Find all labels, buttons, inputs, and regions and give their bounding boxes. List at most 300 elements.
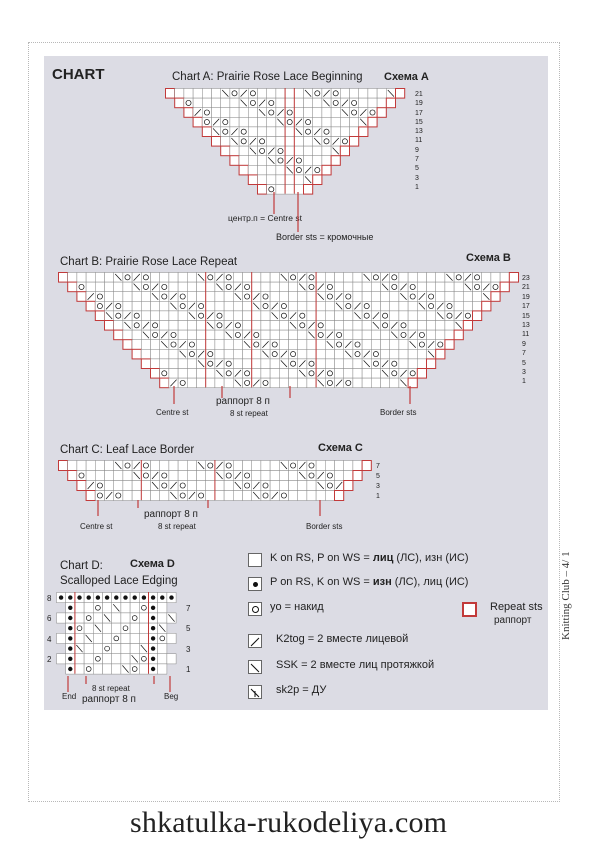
grid-cell xyxy=(325,321,334,331)
grid-cell xyxy=(112,654,121,664)
grid-cell xyxy=(482,301,491,311)
chart-d-grid xyxy=(56,592,186,678)
grid-cell xyxy=(93,633,102,643)
grid-cell xyxy=(390,340,399,350)
grid-cell xyxy=(362,340,371,350)
grid-cell xyxy=(212,89,221,99)
grid-cell xyxy=(454,330,463,340)
legend-k2tog: K2tog = 2 вместе лицевой xyxy=(276,633,409,645)
grid-cell xyxy=(123,273,132,283)
legend-repeat-ru: раппорт xyxy=(494,615,532,626)
grid-cell xyxy=(276,98,285,108)
grid-cell xyxy=(270,330,279,340)
grid-cell xyxy=(197,330,206,340)
grid-cell xyxy=(151,321,160,331)
chart-c-pointers xyxy=(94,500,334,524)
chart-d-left-number: 8 xyxy=(47,594,52,603)
grid-cell xyxy=(463,311,472,321)
grid-cell xyxy=(353,282,362,292)
grid-cell xyxy=(187,292,196,302)
grid-cell xyxy=(313,165,322,175)
grid-cell xyxy=(212,137,221,147)
grid-cell xyxy=(206,491,215,501)
grid-cell xyxy=(276,156,285,166)
grid-cell xyxy=(261,461,270,471)
grid-cell xyxy=(270,481,279,491)
grid-cell xyxy=(313,117,322,127)
purl-mark xyxy=(68,636,72,640)
grid-cell xyxy=(187,471,196,481)
grid-cell xyxy=(151,491,160,501)
grid-cell xyxy=(491,282,500,292)
grid-cell xyxy=(279,369,288,379)
grid-cell xyxy=(500,282,509,292)
grid-cell xyxy=(454,292,463,302)
grid-cell xyxy=(335,321,344,331)
chart-d-title-ru: Схема D xyxy=(130,558,175,570)
grid-cell xyxy=(132,340,141,350)
grid-cell xyxy=(243,461,252,471)
grid-cell xyxy=(381,301,390,311)
grid-cell xyxy=(215,311,224,321)
legend-purl: P on RS, K on WS = изн (ЛС), лиц (ИС) xyxy=(270,576,469,588)
grid-cell xyxy=(166,89,175,99)
chart-b-title: Chart B: Prairie Rose Lace Repeat xyxy=(60,256,238,268)
grid-cell xyxy=(368,98,377,108)
grid-cell xyxy=(322,127,331,137)
row-number: 5 xyxy=(522,359,526,367)
grid-cell xyxy=(335,311,344,321)
grid-cell xyxy=(316,340,325,350)
grid-cell xyxy=(445,321,454,331)
grid-cell xyxy=(267,117,276,127)
grid-cell xyxy=(340,127,349,137)
grid-cell xyxy=(103,603,112,613)
grid-cell xyxy=(353,273,362,283)
grid-cell xyxy=(160,292,169,302)
grid-cell xyxy=(103,633,112,643)
chart-c-title-ru: Схема С xyxy=(318,442,363,454)
grid-cell xyxy=(75,633,84,643)
row-number: 21 xyxy=(415,91,423,98)
grid-cell xyxy=(368,108,377,118)
grid-cell xyxy=(454,301,463,311)
grid-cell xyxy=(344,273,353,283)
grid-cell xyxy=(243,282,252,292)
grid-cell xyxy=(160,273,169,283)
grid-cell xyxy=(178,321,187,331)
grid-cell xyxy=(289,491,298,501)
grid-cell xyxy=(325,471,334,481)
grid-cell xyxy=(344,311,353,321)
grid-cell xyxy=(344,321,353,331)
grid-cell xyxy=(463,321,472,331)
grid-cell xyxy=(322,137,331,147)
chart-d-left-number: 2 xyxy=(47,655,52,665)
chart-d-right-number: 7 xyxy=(186,604,191,613)
yo-symbol xyxy=(248,602,262,616)
grid-cell xyxy=(252,321,261,331)
grid-cell xyxy=(178,461,187,471)
grid-cell xyxy=(377,98,386,108)
grid-cell xyxy=(197,301,206,311)
grid-cell xyxy=(445,282,454,292)
grid-cell xyxy=(86,282,95,292)
grid-cell xyxy=(316,330,325,340)
grid-cell xyxy=(224,359,233,369)
purl-mark xyxy=(96,595,100,599)
grid-cell xyxy=(121,623,130,633)
grid-cell xyxy=(353,369,362,379)
grid-cell xyxy=(371,349,380,359)
row-number: 7 xyxy=(522,350,526,358)
grid-cell xyxy=(408,321,417,331)
grid-cell xyxy=(316,273,325,283)
grid-cell xyxy=(114,330,123,340)
grid-cell xyxy=(362,321,371,331)
grid-cell xyxy=(212,108,221,118)
grid-cell xyxy=(141,471,150,481)
grid-cell xyxy=(279,311,288,321)
grid-cell xyxy=(417,311,426,321)
grid-cell xyxy=(187,481,196,491)
grid-cell xyxy=(399,359,408,369)
grid-cell xyxy=(473,301,482,311)
grid-cell xyxy=(197,311,206,321)
grid-cell xyxy=(86,461,95,471)
grid-cell xyxy=(206,340,215,350)
grid-cell xyxy=(224,481,233,491)
grid-cell xyxy=(187,461,196,471)
purl-mark xyxy=(68,595,72,599)
grid-cell xyxy=(294,108,303,118)
grid-cell xyxy=(350,98,359,108)
grid-cell xyxy=(362,301,371,311)
grid-cell xyxy=(160,282,169,292)
purl-mark xyxy=(151,636,155,640)
grid-cell xyxy=(353,461,362,471)
grid-cell xyxy=(160,471,169,481)
grid-cell xyxy=(77,471,86,481)
grid-cell xyxy=(454,273,463,283)
grid-cell xyxy=(243,491,252,501)
grid-cell xyxy=(408,369,417,379)
grid-cell xyxy=(248,127,257,137)
grid-cell xyxy=(417,321,426,331)
grid-cell xyxy=(307,369,316,379)
chart-d-right-number: 3 xyxy=(186,644,191,654)
grid-cell xyxy=(139,623,148,633)
grid-cell xyxy=(500,273,509,283)
grid-cell xyxy=(322,165,331,175)
grid-cell xyxy=(304,117,313,127)
grid-cell xyxy=(267,89,276,99)
grid-cell xyxy=(95,471,104,481)
grid-cell xyxy=(289,292,298,302)
grid-cell xyxy=(258,175,267,185)
purl-mark xyxy=(151,606,155,610)
grid-cell xyxy=(335,273,344,283)
grid-cell xyxy=(160,321,169,331)
grid-cell xyxy=(121,633,130,643)
grid-cell xyxy=(390,273,399,283)
grid-cell xyxy=(325,292,334,302)
ssk-symbol xyxy=(248,660,262,674)
grid-cell xyxy=(178,292,187,302)
grid-cell xyxy=(307,292,316,302)
grid-cell xyxy=(130,603,139,613)
grid-cell xyxy=(331,127,340,137)
grid-cell xyxy=(103,623,112,633)
grid-cell xyxy=(399,321,408,331)
grid-cell xyxy=(276,89,285,99)
chart-b-title-ru: Схема В xyxy=(466,252,511,264)
grid-cell xyxy=(103,644,112,654)
grid-cell xyxy=(84,664,93,674)
grid-cell xyxy=(141,273,150,283)
grid-cell xyxy=(121,654,130,664)
grid-cell xyxy=(267,137,276,147)
grid-cell xyxy=(197,369,206,379)
grid-cell xyxy=(112,644,121,654)
grid-cell xyxy=(123,292,132,302)
grid-cell xyxy=(294,146,303,156)
grid-cell xyxy=(248,98,257,108)
grid-cell xyxy=(371,292,380,302)
grid-cell xyxy=(258,185,267,195)
grid-cell xyxy=(307,461,316,471)
grid-cell xyxy=(313,146,322,156)
grid-cell xyxy=(112,664,121,674)
grid-cell xyxy=(252,461,261,471)
grid-cell xyxy=(169,273,178,283)
legend-repeat-en: Repeat sts xyxy=(490,601,543,613)
grid-cell xyxy=(298,349,307,359)
grid-cell xyxy=(68,471,77,481)
grid-cell xyxy=(169,369,178,379)
grid-cell xyxy=(230,117,239,127)
grid-cell xyxy=(84,644,93,654)
grid-cell xyxy=(377,108,386,118)
grid-cell xyxy=(197,481,206,491)
grid-cell xyxy=(267,175,276,185)
chart-a-title: Chart A: Prairie Rose Lace Beginning xyxy=(172,71,363,83)
grid-cell xyxy=(151,461,160,471)
grid-cell xyxy=(261,359,270,369)
grid-cell xyxy=(158,644,167,654)
grid-cell xyxy=(307,301,316,311)
grid-cell xyxy=(184,98,193,108)
grid-cell xyxy=(132,321,141,331)
grid-cell xyxy=(233,359,242,369)
page-heading: CHART xyxy=(52,66,105,83)
row-number: 17 xyxy=(415,109,423,117)
grid-cell xyxy=(239,108,248,118)
grid-cell xyxy=(160,349,169,359)
grid-cell xyxy=(139,613,148,623)
grid-cell xyxy=(202,127,211,137)
grid-cell xyxy=(178,491,187,501)
grid-cell xyxy=(230,89,239,99)
grid-cell xyxy=(167,633,176,643)
grid-cell xyxy=(84,603,93,613)
grid-cell xyxy=(206,359,215,369)
grid-cell xyxy=(270,471,279,481)
grid-cell xyxy=(248,175,257,185)
grid-cell xyxy=(132,481,141,491)
grid-cell xyxy=(285,89,294,99)
grid-cell xyxy=(285,127,294,137)
row-number: 19 xyxy=(522,293,530,301)
grid-cell xyxy=(427,311,436,321)
grid-cell xyxy=(399,311,408,321)
grid-cell xyxy=(267,127,276,137)
grid-cell xyxy=(130,664,139,674)
grid-cell xyxy=(77,481,86,491)
grid-cell xyxy=(123,340,132,350)
grid-cell xyxy=(114,481,123,491)
row-number: 7 xyxy=(376,463,380,470)
grid-cell xyxy=(276,165,285,175)
grid-cell xyxy=(289,301,298,311)
grid-cell xyxy=(248,165,257,175)
grid-cell xyxy=(289,282,298,292)
row-number: 15 xyxy=(522,312,530,320)
grid-cell xyxy=(75,654,84,664)
chart-c-repeat-ru: раппорт 8 п xyxy=(144,509,198,520)
grid-cell xyxy=(362,292,371,302)
grid-cell xyxy=(224,282,233,292)
grid-cell xyxy=(325,481,334,491)
grid-cell xyxy=(187,330,196,340)
grid-cell xyxy=(206,461,215,471)
grid-cell xyxy=(325,349,334,359)
grid-cell xyxy=(279,340,288,350)
grid-cell xyxy=(390,282,399,292)
grid-cell xyxy=(141,491,150,501)
grid-cell xyxy=(436,340,445,350)
grid-cell xyxy=(307,311,316,321)
row-number: 3 xyxy=(522,368,526,376)
chart-c-row-numbers xyxy=(376,462,380,502)
grid-cell xyxy=(239,156,248,166)
grid-cell xyxy=(399,340,408,350)
grid-cell xyxy=(57,613,66,623)
grid-cell xyxy=(224,273,233,283)
grid-cell xyxy=(221,127,230,137)
grid-cell xyxy=(105,321,114,331)
grid-cell xyxy=(175,89,184,99)
grid-cell xyxy=(359,89,368,99)
grid-cell xyxy=(169,471,178,481)
grid-cell xyxy=(160,491,169,501)
grid-cell xyxy=(390,359,399,369)
grid-cell xyxy=(141,461,150,471)
grid-cell xyxy=(112,623,121,633)
grid-cell xyxy=(95,491,104,501)
grid-cell xyxy=(331,108,340,118)
grid-cell xyxy=(491,292,500,302)
grid-cell xyxy=(178,481,187,491)
grid-cell xyxy=(285,117,294,127)
grid-cell xyxy=(158,613,167,623)
grid-cell xyxy=(112,633,121,643)
grid-cell xyxy=(427,321,436,331)
purl-mark xyxy=(151,667,155,671)
grid-cell xyxy=(353,340,362,350)
grid-cell xyxy=(344,369,353,379)
grid-cell xyxy=(362,311,371,321)
grid-cell xyxy=(270,292,279,302)
grid-cell xyxy=(224,369,233,379)
grid-cell xyxy=(239,127,248,137)
grid-cell xyxy=(399,349,408,359)
grid-cell xyxy=(75,623,84,633)
grid-cell xyxy=(350,89,359,99)
grid-cell xyxy=(95,481,104,491)
grid-cell xyxy=(230,146,239,156)
grid-cell xyxy=(206,330,215,340)
grid-cell xyxy=(230,98,239,108)
grid-cell xyxy=(381,292,390,302)
grid-cell xyxy=(206,471,215,481)
grid-cell xyxy=(427,282,436,292)
grid-cell xyxy=(445,311,454,321)
grid-cell xyxy=(276,146,285,156)
grid-cell xyxy=(84,623,93,633)
grid-cell xyxy=(239,117,248,127)
grid-cell xyxy=(123,301,132,311)
grid-cell xyxy=(248,89,257,99)
grid-cell xyxy=(139,664,148,674)
grid-cell xyxy=(252,471,261,481)
grid-cell xyxy=(294,98,303,108)
grid-cell xyxy=(322,156,331,166)
grid-cell xyxy=(114,282,123,292)
grid-cell xyxy=(381,330,390,340)
grid-cell xyxy=(313,98,322,108)
k2tog-symbol xyxy=(248,634,262,648)
grid-cell xyxy=(417,273,426,283)
grid-cell xyxy=(151,301,160,311)
grid-cell xyxy=(335,369,344,379)
grid-cell xyxy=(322,108,331,118)
grid-cell xyxy=(158,603,167,613)
chart-a-pointers xyxy=(268,192,308,238)
grid-cell xyxy=(187,369,196,379)
grid-cell xyxy=(340,137,349,147)
grid-cell xyxy=(258,146,267,156)
grid-cell xyxy=(445,292,454,302)
grid-cell xyxy=(95,282,104,292)
grid-cell xyxy=(233,349,242,359)
grid-cell xyxy=(270,359,279,369)
row-number: 7 xyxy=(415,156,419,164)
grid-cell xyxy=(289,359,298,369)
purl-mark xyxy=(59,595,63,599)
grid-cell xyxy=(258,165,267,175)
grid-cell xyxy=(279,301,288,311)
grid-cell xyxy=(160,461,169,471)
grid-cell xyxy=(187,273,196,283)
grid-cell xyxy=(261,292,270,302)
grid-cell xyxy=(224,471,233,481)
grid-cell xyxy=(331,156,340,166)
grid-cell xyxy=(408,359,417,369)
grid-cell xyxy=(344,292,353,302)
row-number: 11 xyxy=(415,137,423,145)
grid-cell xyxy=(215,349,224,359)
